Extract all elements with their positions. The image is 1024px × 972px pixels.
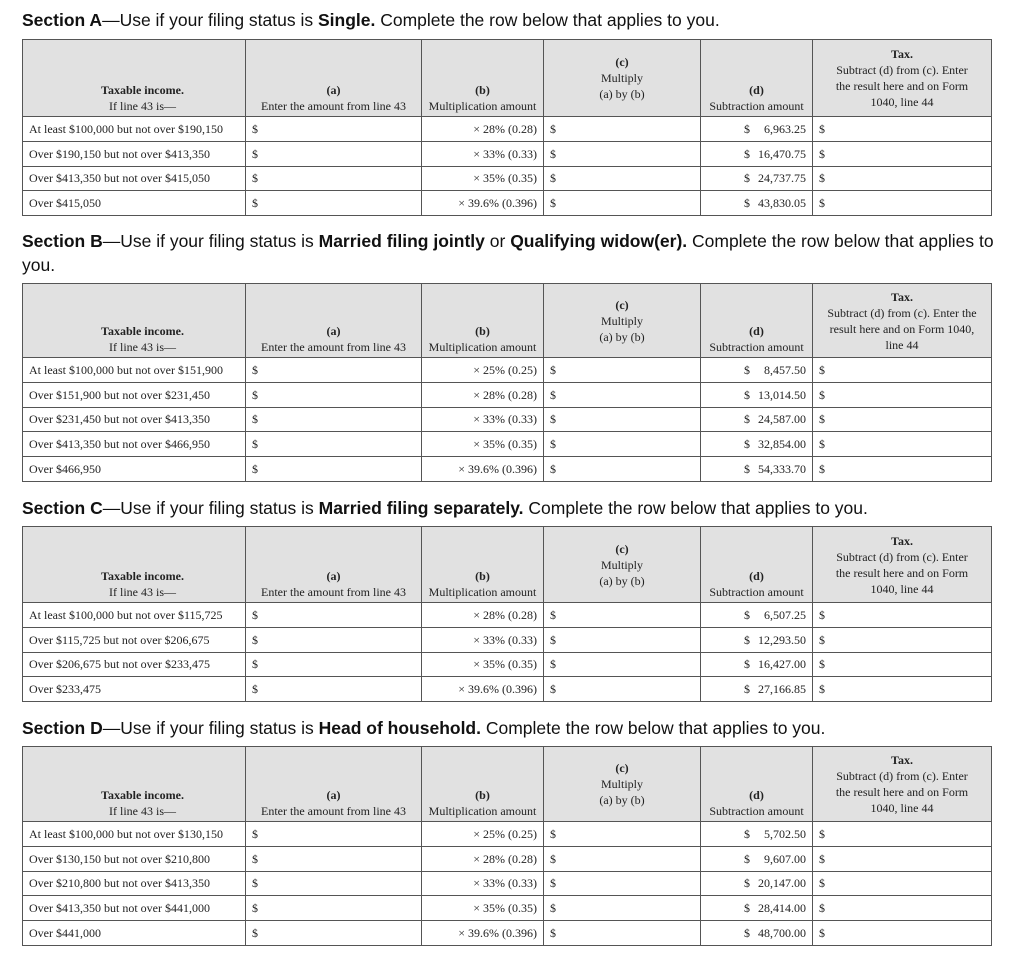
amount-line-43-field[interactable]: $ <box>246 846 422 871</box>
subtraction-value: 16,470.75 <box>758 146 806 161</box>
header-col-a <box>246 527 422 603</box>
table-row <box>23 896 992 921</box>
dollar-sign: $ <box>744 657 750 672</box>
dollar-sign: $ <box>744 826 750 841</box>
filing-status: Married filing jointly <box>318 231 485 251</box>
header-row <box>23 284 992 358</box>
multiply-result-field[interactable]: $ <box>544 141 701 166</box>
header-title: (c) <box>615 761 629 775</box>
header-subtitle: Multiplication amount <box>428 585 537 599</box>
dollar-sign: $ <box>744 876 750 891</box>
header-subtitle: Enter the amount from line 43 <box>261 804 406 818</box>
header-subtitle: Subtraction amount <box>709 585 804 599</box>
subtraction-amount <box>701 846 813 871</box>
header-subtitle: Multiply <box>600 71 643 85</box>
subtraction-amount <box>701 677 813 702</box>
table-row <box>23 432 992 457</box>
multiplication-amount: × 28% (0.28) <box>422 117 544 142</box>
header-subtitle: If line 43 is— <box>109 99 176 113</box>
header-title: Taxable income. <box>101 324 184 338</box>
table-row <box>23 191 992 216</box>
amount-line-43-field[interactable]: $ <box>246 191 422 216</box>
multiply-result-field[interactable]: $ <box>544 432 701 457</box>
header-subtitle: Enter the amount from line 43 <box>261 585 406 599</box>
header-subtitle: the result here and on Form <box>835 785 969 799</box>
section-title <box>22 496 1012 520</box>
subtraction-amount <box>701 652 813 677</box>
header-subtitle: (a) by (b) <box>599 87 645 101</box>
header-title: (c) <box>615 541 629 556</box>
multiplication-amount: × 35% (0.35) <box>422 166 544 191</box>
tax-result-field[interactable]: $ <box>813 382 992 407</box>
header-title: Taxable income. <box>101 788 184 802</box>
tax-result-field[interactable]: $ <box>813 166 992 191</box>
amount-line-43-field[interactable]: $ <box>246 358 422 383</box>
amount-line-43-field[interactable]: $ <box>246 166 422 191</box>
header-title: (b) <box>475 569 490 583</box>
section-intro: —Use if your filing status is <box>102 231 319 251</box>
income-range: At least $100,000 but not over $190,150 <box>23 117 246 142</box>
multiplication-amount: × 35% (0.35) <box>422 896 544 921</box>
header-subtitle: (a) by (b) <box>599 573 645 588</box>
multiplication-amount: × 33% (0.33) <box>422 407 544 432</box>
tax-result-field[interactable]: $ <box>813 358 992 383</box>
income-range: Over $466,950 <box>23 457 246 482</box>
amount-line-43-field[interactable]: $ <box>246 117 422 142</box>
income-range: At least $100,000 but not over $130,150 <box>23 822 246 847</box>
multiply-result-field[interactable]: $ <box>544 358 701 383</box>
subtraction-value: 48,700.00 <box>758 926 806 941</box>
header-subtitle: Multiplication amount <box>428 99 537 113</box>
section-label: Section A <box>22 10 103 30</box>
multiplication-amount: × 25% (0.25) <box>422 358 544 383</box>
filing-status: Married filing separately. <box>318 498 524 518</box>
header-col-b <box>422 40 544 117</box>
tax-result-field[interactable]: $ <box>813 871 992 896</box>
subtraction-value: 5,702.50 <box>764 826 806 841</box>
dollar-sign: $ <box>744 632 750 647</box>
header-title: (a) <box>326 83 341 97</box>
tax-result-field[interactable]: $ <box>813 407 992 432</box>
tax-result-field[interactable]: $ <box>813 432 992 457</box>
amount-line-43-field[interactable]: $ <box>246 677 422 702</box>
subtraction-amount <box>701 921 813 946</box>
header-subtitle: Subtraction amount <box>709 804 804 818</box>
header-title: (b) <box>475 83 490 97</box>
table-row <box>23 921 992 946</box>
header-subtitle: Subtraction amount <box>709 340 804 354</box>
dollar-sign: $ <box>744 682 750 697</box>
subtraction-amount <box>701 627 813 652</box>
header-title: (b) <box>475 324 490 338</box>
header-subtitle: result here and on Form 1040, <box>829 321 975 336</box>
dollar-sign: $ <box>744 196 750 211</box>
subtraction-value: 16,427.00 <box>758 657 806 672</box>
header-subtitle: Subtract (d) from (c). Enter the <box>827 305 977 320</box>
section-instruction: Complete the row below that applies to you. <box>481 718 826 738</box>
multiply-result-field[interactable]: $ <box>544 871 701 896</box>
dollar-sign: $ <box>744 171 750 186</box>
header-subtitle: Multiply <box>600 313 643 328</box>
dollar-sign: $ <box>744 362 750 377</box>
amount-line-43-field[interactable]: $ <box>246 822 422 847</box>
subtraction-amount <box>701 457 813 482</box>
subtraction-amount <box>701 358 813 383</box>
tax-result-field[interactable]: $ <box>813 846 992 871</box>
header-title: (d) <box>749 324 764 338</box>
table-row <box>23 117 992 142</box>
header-subtitle: Multiplication amount <box>428 804 537 818</box>
header-subtitle: line 44 <box>885 337 919 352</box>
multiplication-amount: × 28% (0.28) <box>422 382 544 407</box>
section-instruction: Complete the row below that applies to you. <box>523 498 868 518</box>
subtraction-value: 13,014.50 <box>758 387 806 402</box>
header-title: (d) <box>749 83 764 97</box>
amount-line-43-field[interactable]: $ <box>246 652 422 677</box>
section-label: Section B <box>22 231 103 251</box>
multiply-result-field[interactable]: $ <box>544 627 701 652</box>
dollar-sign: $ <box>744 387 750 402</box>
subtraction-value: 8,457.50 <box>764 362 806 377</box>
header-title: (b) <box>475 788 490 802</box>
tax-table <box>22 283 992 482</box>
tax-result-field[interactable]: $ <box>813 191 992 216</box>
amount-line-43-field[interactable]: $ <box>246 921 422 946</box>
dollar-sign: $ <box>744 412 750 427</box>
multiplication-amount: × 35% (0.35) <box>422 432 544 457</box>
multiplication-amount: × 39.6% (0.396) <box>422 457 544 482</box>
header-subtitle: Subtraction amount <box>709 99 804 113</box>
filing-status: Single. <box>317 10 376 30</box>
header-title: (a) <box>326 324 341 338</box>
header-subtitle: Subtract (d) from (c). Enter <box>836 549 968 564</box>
header-col-tax <box>813 284 992 358</box>
header-title: (c) <box>615 55 629 69</box>
subtraction-value: 28,414.00 <box>758 901 806 916</box>
header-subtitle: Subtract (d) from (c). Enter <box>836 63 968 77</box>
header-subtitle: If line 43 is— <box>109 585 176 599</box>
header-taxable-income <box>23 40 246 117</box>
header-subtitle: (a) by (b) <box>599 329 645 344</box>
multiply-result-field[interactable]: $ <box>544 677 701 702</box>
amount-line-43-field[interactable]: $ <box>246 407 422 432</box>
header-subtitle: 1040, line 44 <box>870 581 934 596</box>
multiply-result-field[interactable]: $ <box>544 382 701 407</box>
table-row <box>23 457 992 482</box>
dollar-sign: $ <box>744 121 750 136</box>
subtraction-amount <box>701 603 813 628</box>
section-instruction: Complete the row below that applies to you. <box>375 10 720 30</box>
multiplication-amount: × 33% (0.33) <box>422 627 544 652</box>
multiply-result-field[interactable]: $ <box>544 921 701 946</box>
header-col-b <box>422 747 544 822</box>
table-row <box>23 407 992 432</box>
header-col-a <box>246 40 422 117</box>
subtraction-value: 43,830.05 <box>758 196 806 211</box>
tax-result-field[interactable]: $ <box>813 652 992 677</box>
dollar-sign: $ <box>744 851 750 866</box>
income-range: Over $415,050 <box>23 191 246 216</box>
header-taxable-income <box>23 284 246 358</box>
subtraction-value: 54,333.70 <box>758 462 806 477</box>
header-col-d <box>701 527 813 603</box>
amount-line-43-field[interactable]: $ <box>246 141 422 166</box>
dollar-sign: $ <box>744 607 750 622</box>
tax-result-field[interactable]: $ <box>813 921 992 946</box>
income-range: Over $206,675 but not over $233,475 <box>23 652 246 677</box>
income-range: Over $151,900 but not over $231,450 <box>23 382 246 407</box>
dollar-sign: $ <box>744 926 750 941</box>
header-col-tax <box>813 40 992 117</box>
multiplication-amount: × 39.6% (0.396) <box>422 921 544 946</box>
multiply-result-field[interactable]: $ <box>544 117 701 142</box>
header-subtitle: (a) by (b) <box>599 793 645 807</box>
subtraction-amount <box>701 407 813 432</box>
header-row <box>23 747 992 822</box>
tax-result-field[interactable]: $ <box>813 822 992 847</box>
section-intro: —Use if your filing status is <box>102 10 318 30</box>
multiplication-amount: × 28% (0.28) <box>422 603 544 628</box>
multiply-result-field[interactable]: $ <box>544 457 701 482</box>
header-col-c <box>544 527 701 603</box>
header-subtitle: Enter the amount from line 43 <box>261 340 406 354</box>
multiply-result-field[interactable]: $ <box>544 166 701 191</box>
multiplication-amount: × 25% (0.25) <box>422 822 544 847</box>
tax-result-field[interactable]: $ <box>813 603 992 628</box>
section-title <box>22 8 1012 32</box>
section-label: Section C <box>22 498 103 518</box>
tax-table <box>22 746 992 946</box>
subtraction-value: 6,507.25 <box>764 607 806 622</box>
header-col-tax <box>813 527 992 603</box>
header-col-b <box>422 527 544 603</box>
dollar-sign: $ <box>744 462 750 477</box>
section-conjunction: or <box>484 231 511 251</box>
header-subtitle: Multiply <box>600 777 643 791</box>
multiply-result-field[interactable]: $ <box>544 822 701 847</box>
subtraction-amount <box>701 871 813 896</box>
section-intro: —Use if your filing status is <box>102 718 319 738</box>
header-subtitle: Multiplication amount <box>428 340 537 354</box>
dollar-sign: $ <box>744 437 750 452</box>
table-row <box>23 358 992 383</box>
header-col-d <box>701 40 813 117</box>
header-subtitle: the result here and on Form <box>835 79 969 93</box>
header-col-c <box>544 284 701 358</box>
header-title: (c) <box>615 297 629 312</box>
subtraction-amount <box>701 822 813 847</box>
header-taxable-income <box>23 527 246 603</box>
subtraction-amount <box>701 432 813 457</box>
amount-line-43-field[interactable]: $ <box>246 603 422 628</box>
multiply-result-field[interactable]: $ <box>544 603 701 628</box>
table-row <box>23 166 992 191</box>
multiplication-amount: × 33% (0.33) <box>422 871 544 896</box>
multiplication-amount: × 39.6% (0.396) <box>422 191 544 216</box>
income-range: Over $130,150 but not over $210,800 <box>23 846 246 871</box>
section-instruction: Complete the row below that applies to you. <box>22 231 994 275</box>
income-range: Over $413,350 but not over $466,950 <box>23 432 246 457</box>
header-row <box>23 40 992 117</box>
tax-result-field[interactable]: $ <box>813 627 992 652</box>
section-intro: —Use if your filing status is <box>102 498 319 518</box>
income-range: Over $115,725 but not over $206,675 <box>23 627 246 652</box>
filing-status-alt: Qualifying widow(er). <box>510 231 688 251</box>
multiply-result-field[interactable]: $ <box>544 191 701 216</box>
section-title <box>22 229 1012 277</box>
header-col-d <box>701 284 813 358</box>
tax-result-field[interactable]: $ <box>813 457 992 482</box>
multiply-result-field[interactable]: $ <box>544 846 701 871</box>
multiply-result-field[interactable]: $ <box>544 896 701 921</box>
amount-line-43-field[interactable]: $ <box>246 896 422 921</box>
header-title: Tax. <box>891 753 913 767</box>
income-range: At least $100,000 but not over $115,725 <box>23 603 246 628</box>
header-subtitle: 1040, line 44 <box>870 95 934 109</box>
amount-line-43-field[interactable]: $ <box>246 457 422 482</box>
table-row <box>23 822 992 847</box>
header-title: Taxable income. <box>101 569 184 583</box>
header-title: Tax. <box>891 289 913 304</box>
header-col-d <box>701 747 813 822</box>
subtraction-value: 12,293.50 <box>758 632 806 647</box>
income-range: Over $231,450 but not over $413,350 <box>23 407 246 432</box>
income-range: Over $413,350 but not over $441,000 <box>23 896 246 921</box>
income-range: Over $210,800 but not over $413,350 <box>23 871 246 896</box>
header-row <box>23 527 992 603</box>
subtraction-value: 6,963.25 <box>764 121 806 136</box>
tax-result-field[interactable]: $ <box>813 117 992 142</box>
header-subtitle: Multiply <box>600 557 643 572</box>
table-row <box>23 141 992 166</box>
table-row <box>23 871 992 896</box>
amount-line-43-field[interactable]: $ <box>246 382 422 407</box>
tax-result-field[interactable]: $ <box>813 141 992 166</box>
header-col-c <box>544 747 701 822</box>
multiplication-amount: × 33% (0.33) <box>422 141 544 166</box>
subtraction-amount <box>701 166 813 191</box>
header-title: (d) <box>749 788 764 802</box>
amount-line-43-field[interactable]: $ <box>246 627 422 652</box>
subtraction-value: 32,854.00 <box>758 437 806 452</box>
table-row <box>23 603 992 628</box>
header-title: Taxable income. <box>101 83 184 97</box>
header-subtitle: If line 43 is— <box>109 340 176 354</box>
dollar-sign: $ <box>744 146 750 161</box>
income-range: At least $100,000 but not over $151,900 <box>23 358 246 383</box>
tax-result-field[interactable]: $ <box>813 896 992 921</box>
multiply-result-field[interactable]: $ <box>544 652 701 677</box>
subtraction-amount <box>701 191 813 216</box>
filing-status: Head of household. <box>318 718 481 738</box>
multiplication-amount: × 28% (0.28) <box>422 846 544 871</box>
header-subtitle: If line 43 is— <box>109 804 176 818</box>
header-title: (d) <box>749 569 764 583</box>
income-range: Over $441,000 <box>23 921 246 946</box>
tax-table <box>22 526 992 702</box>
subtraction-amount <box>701 117 813 142</box>
header-col-a <box>246 747 422 822</box>
subtraction-amount <box>701 141 813 166</box>
header-title: Tax. <box>891 533 913 548</box>
subtraction-value: 27,166.85 <box>758 682 806 697</box>
tax-result-field[interactable]: $ <box>813 677 992 702</box>
header-title: (a) <box>326 788 341 802</box>
income-range: Over $233,475 <box>23 677 246 702</box>
header-col-c <box>544 40 701 117</box>
table-row <box>23 846 992 871</box>
table-row <box>23 677 992 702</box>
header-subtitle: 1040, line 44 <box>870 801 934 815</box>
header-col-a <box>246 284 422 358</box>
amount-line-43-field[interactable]: $ <box>246 432 422 457</box>
subtraction-value: 20,147.00 <box>758 876 806 891</box>
table-row <box>23 652 992 677</box>
section-label: Section D <box>22 718 103 738</box>
section-title <box>22 716 1012 740</box>
header-subtitle: Enter the amount from line 43 <box>261 99 406 113</box>
multiply-result-field[interactable]: $ <box>544 407 701 432</box>
multiplication-amount: × 35% (0.35) <box>422 652 544 677</box>
subtraction-value: 24,587.00 <box>758 412 806 427</box>
subtraction-value: 24,737.75 <box>758 171 806 186</box>
subtraction-amount <box>701 896 813 921</box>
header-col-tax <box>813 747 992 822</box>
amount-line-43-field[interactable]: $ <box>246 871 422 896</box>
table-row <box>23 627 992 652</box>
dollar-sign: $ <box>744 901 750 916</box>
header-subtitle: the result here and on Form <box>835 565 969 580</box>
header-title: Tax. <box>891 47 913 61</box>
tax-table <box>22 39 992 216</box>
income-range: Over $413,350 but not over $415,050 <box>23 166 246 191</box>
subtraction-value: 9,607.00 <box>764 851 806 866</box>
header-subtitle: Subtract (d) from (c). Enter <box>836 769 968 783</box>
header-taxable-income <box>23 747 246 822</box>
multiplication-amount: × 39.6% (0.396) <box>422 677 544 702</box>
header-col-b <box>422 284 544 358</box>
header-title: (a) <box>326 569 341 583</box>
income-range: Over $190,150 but not over $413,350 <box>23 141 246 166</box>
subtraction-amount <box>701 382 813 407</box>
table-row <box>23 382 992 407</box>
